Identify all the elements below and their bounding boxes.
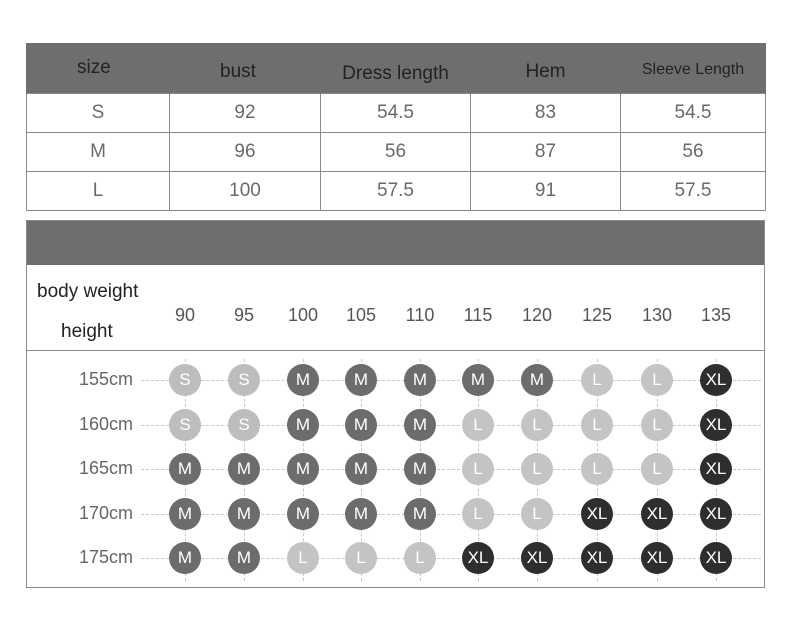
size-badge: M [345,409,377,441]
size-badge: XL [700,498,732,530]
size-badge: M [228,453,260,485]
size-badge: M [287,364,319,396]
body-weight-label: body weight [37,281,139,302]
table-cell: 56 [321,133,471,172]
height-label: height [61,321,113,342]
table-cell: 54.5 [321,94,471,133]
size-badge: XL [581,542,613,574]
size-badge: M [404,364,436,396]
size-badge: M [462,364,494,396]
size-badge: L [521,453,553,485]
table-cell: 56 [621,133,766,172]
header-bust: bust [170,43,321,94]
weight-column-label: 120 [521,305,553,325]
size-badge: M [404,409,436,441]
table-cell: S [27,94,170,133]
size-badge: L [641,409,673,441]
size-badge: M [404,498,436,530]
size-badge: M [287,409,319,441]
size-badge: XL [462,542,494,574]
size-badge: XL [581,498,613,530]
size-badge: XL [700,364,732,396]
weight-column-label: 135 [700,305,732,325]
table-row [27,133,766,172]
size-badge: S [228,409,260,441]
table-cell: 92 [170,94,321,133]
table-cell: 57.5 [621,172,766,211]
weight-column-label: 115 [463,305,493,325]
size-badge: M [404,453,436,485]
header-sleeve-length: Sleeve Length [621,43,766,94]
size-badge: M [228,498,260,530]
height-row-label: 170cm [78,503,133,523]
size-badge: L [521,409,553,441]
size-badge: XL [700,409,732,441]
weight-column-label: 95 [233,305,255,325]
size-badge: XL [641,498,673,530]
size-badge: M [345,498,377,530]
size-badge: L [641,364,673,396]
divider [27,350,764,351]
size-recommendation-chart [26,220,765,588]
size-badge: XL [521,542,553,574]
size-badge: L [581,453,613,485]
weight-column-label: 90 [174,305,196,325]
size-badge: XL [641,542,673,574]
table-cell: 57.5 [321,172,471,211]
weight-column-label: 105 [345,305,377,325]
size-badge: L [287,542,319,574]
table-row [27,94,766,133]
table-cell: 100 [170,172,321,211]
size-badge: L [581,409,613,441]
size-badge: M [169,542,201,574]
size-badge: L [462,409,494,441]
height-row-label: 155cm [78,369,133,389]
size-badge: S [169,409,201,441]
height-row-label: 165cm [78,458,133,478]
header-size: size [27,43,170,94]
table-cell: M [27,133,170,172]
size-badge: XL [700,542,732,574]
weight-column-label: 125 [581,305,613,325]
size-badge: M [345,453,377,485]
size-badge: M [287,453,319,485]
table-row [27,172,766,211]
size-badge: S [228,364,260,396]
header-dress-length: Dress length [321,43,471,94]
size-table [26,43,766,211]
weight-column-label: 130 [641,305,673,325]
size-badge: L [462,453,494,485]
size-badge: L [641,453,673,485]
weight-column-label: 110 [405,305,435,325]
table-cell: 87 [471,133,621,172]
size-badge: M [287,498,319,530]
table-cell: 96 [170,133,321,172]
size-badge: M [169,453,201,485]
size-badge: M [228,542,260,574]
header-hem: Hem [471,43,621,94]
table-cell: 54.5 [621,94,766,133]
size-badge: L [581,364,613,396]
height-row-label: 160cm [78,414,133,434]
size-badge: M [521,364,553,396]
chart-header-bar [27,221,764,265]
table-cell: L [27,172,170,211]
table-cell: 83 [471,94,621,133]
table-cell: 91 [471,172,621,211]
height-row-label: 175cm [78,547,133,567]
size-badge: M [345,364,377,396]
size-badge: L [521,498,553,530]
size-badge: M [169,498,201,530]
size-badge: L [462,498,494,530]
size-badge: L [404,542,436,574]
weight-column-label: 100 [287,305,319,325]
size-badge: S [169,364,201,396]
size-badge: L [345,542,377,574]
size-badge: XL [700,453,732,485]
size-table-header-row [27,43,766,94]
